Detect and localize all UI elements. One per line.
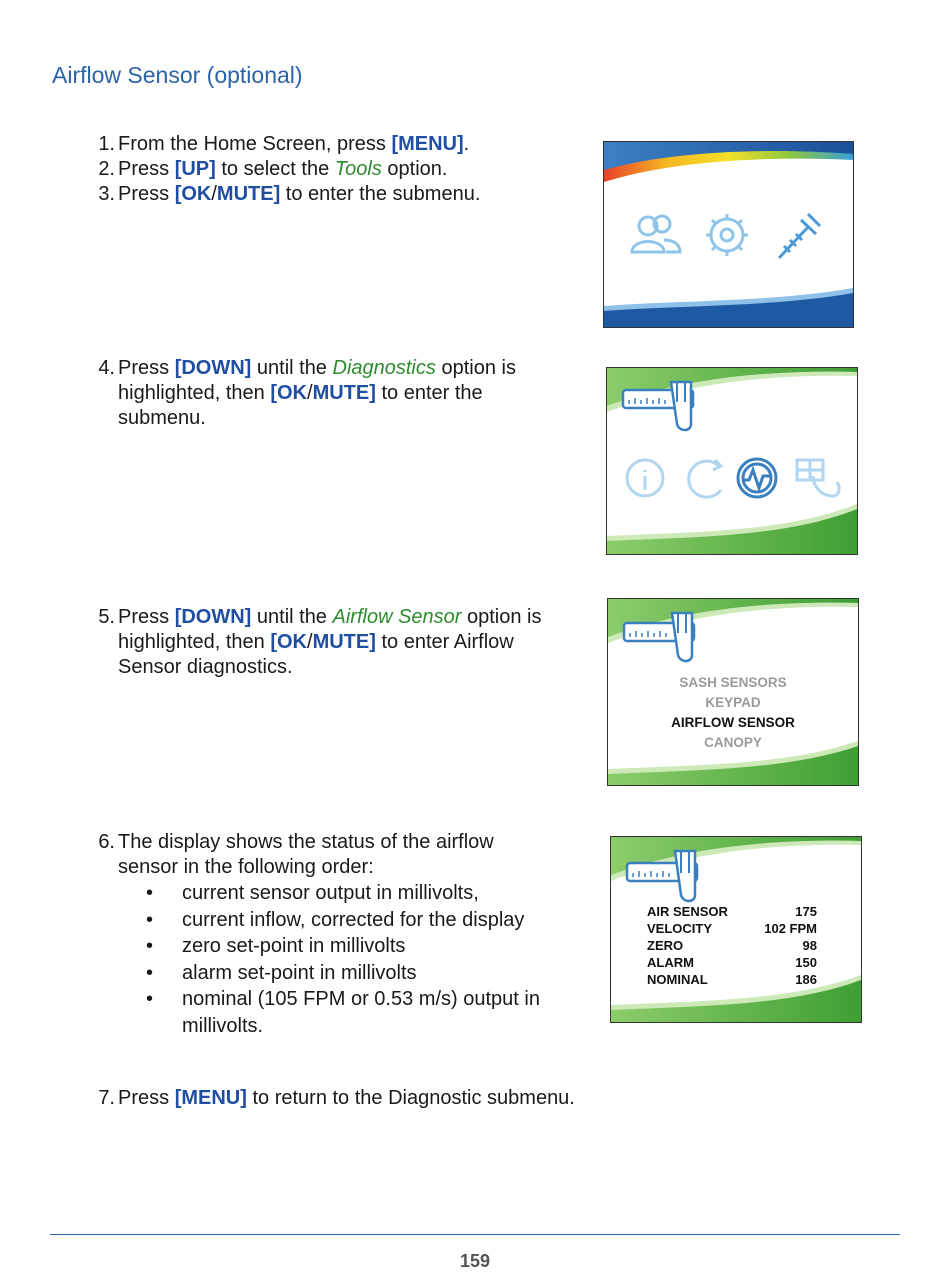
footer-divider	[50, 1234, 900, 1235]
airflow-sensor-option: Airflow Sensor	[332, 606, 462, 628]
page-number: 159	[459, 1251, 491, 1271]
users-icon	[632, 216, 680, 252]
info-icon	[627, 460, 663, 496]
menu-screen-image	[603, 141, 854, 328]
diagnostics-icon	[738, 459, 776, 497]
refresh-icon	[689, 460, 721, 497]
step-6: 6. The display shows the status of the airflow sensor in the following order:	[98, 831, 494, 878]
list-item: • current inflow, corrected for the display	[146, 907, 586, 934]
ok-key: [OK	[174, 183, 212, 205]
touch-icon	[797, 460, 839, 496]
status-order-list	[146, 880, 586, 1039]
diagnostics-menu-screen	[607, 598, 859, 786]
tools-screen-image	[606, 367, 858, 555]
menu-key: [MENU]	[391, 133, 464, 155]
step-1: 1. From the Home Screen, press [MENU].	[98, 133, 470, 155]
list-item: • alarm set-point in millivolts	[146, 960, 586, 987]
step-7: 7. Press [MENU] to return to the Diagnostic submenu.	[98, 1087, 575, 1109]
step-3-text: Press [OK/MUTE] to enter the submenu.	[118, 183, 481, 205]
caliper-icon	[779, 214, 820, 258]
step-5-text: Press [DOWN] until the Airflow Sensor option is highlighted, then [OK/MUTE] to enter Airflow Sensor diagnostics.	[118, 606, 542, 678]
diagnostics-option: Diagnostics	[332, 357, 436, 379]
menu-item-keypad: KEYPAD	[705, 695, 761, 710]
step-1-text: From the Home Screen, press [MENU].	[118, 133, 470, 155]
list-item: • zero set-point in millivolts	[146, 933, 586, 960]
step-2-text: Press [UP] to select the Tools option.	[118, 158, 448, 180]
list-item: • current sensor output in millivolts,	[146, 880, 586, 907]
step-3: 3. Press [OK/MUTE] to enter the submenu.	[98, 183, 481, 205]
step-2: 2. Press [UP] to select the Tools option.	[98, 158, 448, 180]
step-4-text: Press [DOWN] until the Diagnostics option is highlighted, then [OK/MUTE] to enter the submenu.	[118, 357, 516, 429]
up-key: [UP]	[174, 158, 216, 180]
step-6-text: The display shows the status of the airflow sensor in the following order:	[118, 831, 494, 878]
menu-item-airflow-sensor: AIRFLOW SENSOR	[671, 715, 795, 730]
tools-option: Tools	[334, 158, 382, 180]
menu-item-canopy: CANOPY	[704, 735, 762, 750]
step-4: 4. Press [DOWN] until the Diagnostics option is highlighted, then [OK/MUTE] to enter the submenu.	[98, 357, 516, 429]
airflow-status-screen: AIR SENSOR 175 VELOCITY 102 FPM ZERO 98 ALARM 150 NOMINAL 186	[610, 836, 862, 1023]
gear-icon	[706, 214, 748, 256]
menu-item-sash-sensors: SASH SENSORS	[679, 675, 787, 690]
step-7-text: Press [MENU] to return to the Diagnostic submenu.	[118, 1087, 575, 1109]
section-title: Airflow Sensor (optional)	[52, 62, 303, 88]
mute-key: MUTE]	[216, 183, 281, 205]
list-item: • nominal (105 FPM or 0.53 m/s) output in millivolts.	[146, 986, 586, 1039]
caliper-header-icon	[623, 382, 693, 430]
step-5: 5. Press [DOWN] until the Airflow Sensor option is highlighted, then [OK/MUTE] to enter Airflow Sensor diagnostics.	[98, 606, 542, 678]
